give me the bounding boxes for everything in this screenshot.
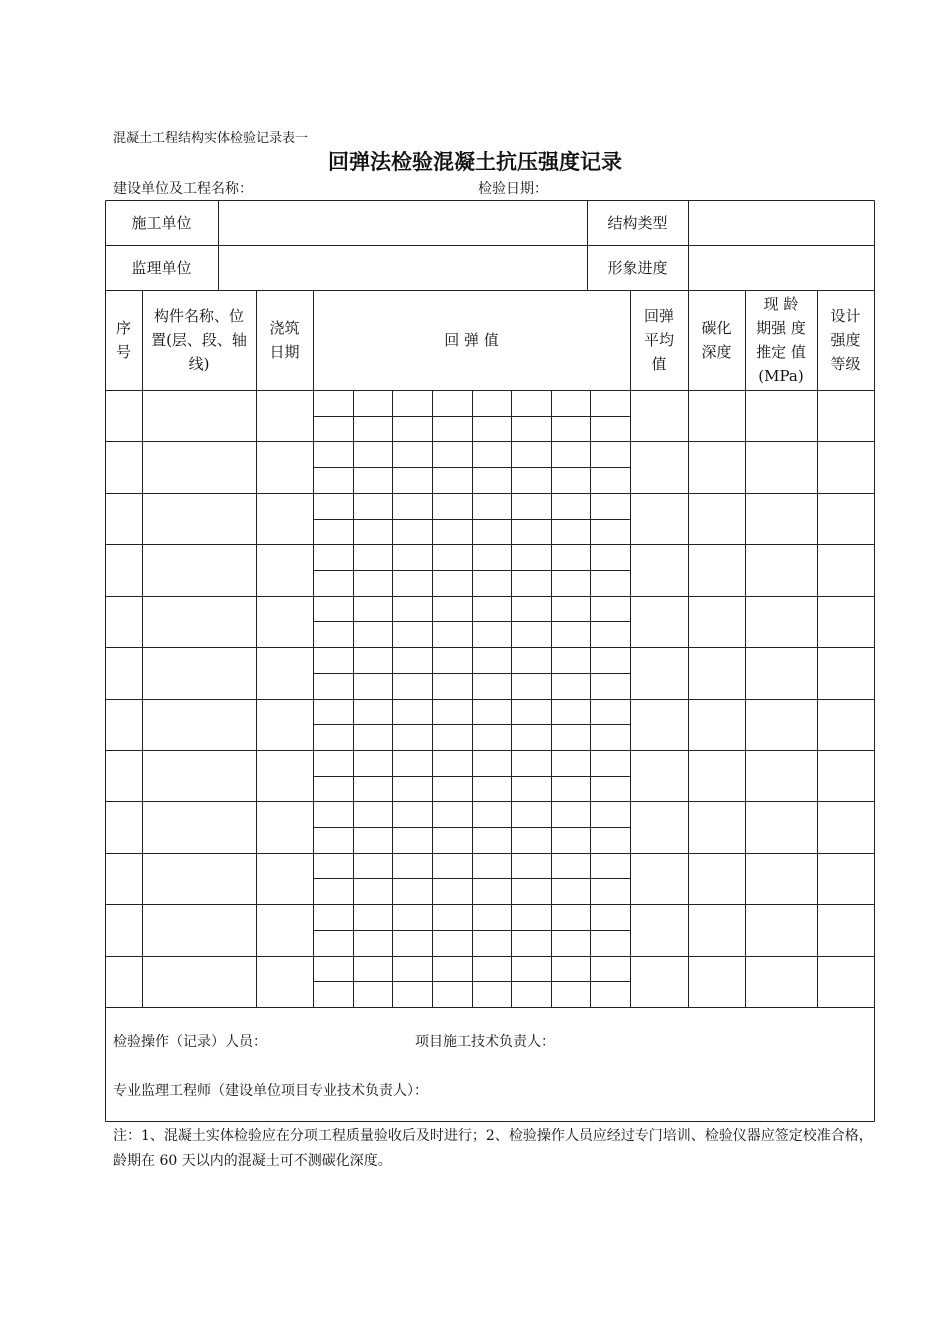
col-carbonation-header: 碳化 深度 (701, 319, 732, 361)
contractor-label: 施工单位 (131, 213, 192, 232)
progress-value[interactable] (688, 245, 874, 290)
contractor-value[interactable] (218, 200, 587, 245)
col-seq-header: 序 号 (115, 319, 131, 361)
owner-project-label: 建设单位及工程名称： (113, 181, 253, 197)
engineer-label: 专业监理工程师（建设单位项目专业技术负责人）： (113, 1083, 428, 1099)
page-title: 回弹法检验混凝土抗压强度记录 (328, 150, 622, 174)
tech-lead-label: 项目施工技术负责人： (415, 1034, 555, 1050)
progress-label: 形象进度 (607, 258, 668, 277)
supervisor-label: 监理单位 (131, 258, 192, 277)
operator-label: 检验操作（记录）人员： (113, 1034, 267, 1050)
col-rebound-avg-header: 回弹 平均 值 (643, 307, 674, 373)
col-design-grade-header: 设计 强度 等级 (830, 307, 861, 373)
col-strength-header: 现 龄 期强 度 推定 值 (MPa) (756, 295, 806, 385)
col-pour-date-header: 浇筑 日期 (269, 319, 300, 361)
structure-type-label: 结构类型 (607, 213, 668, 232)
col-rebound-values-header: 回 弹 值 (444, 331, 499, 349)
footnote: 注：1、混凝土实体检验应在分项工程质量验收后及时进行；2、检验操作人员应经过专门培训、检验仪器应签定校准合格，龄期在 60 天以内的混凝土可不测碳化深度。 (113, 1128, 873, 1169)
structure-type-value[interactable] (688, 200, 874, 245)
col-member-header: 构件名称、位 置(层、段、轴 线) (151, 307, 247, 373)
form-code: 混凝土工程结构实体检验记录表一 (113, 131, 309, 146)
supervisor-value[interactable] (218, 245, 587, 290)
inspection-date-label: 检验日期： (478, 181, 548, 197)
